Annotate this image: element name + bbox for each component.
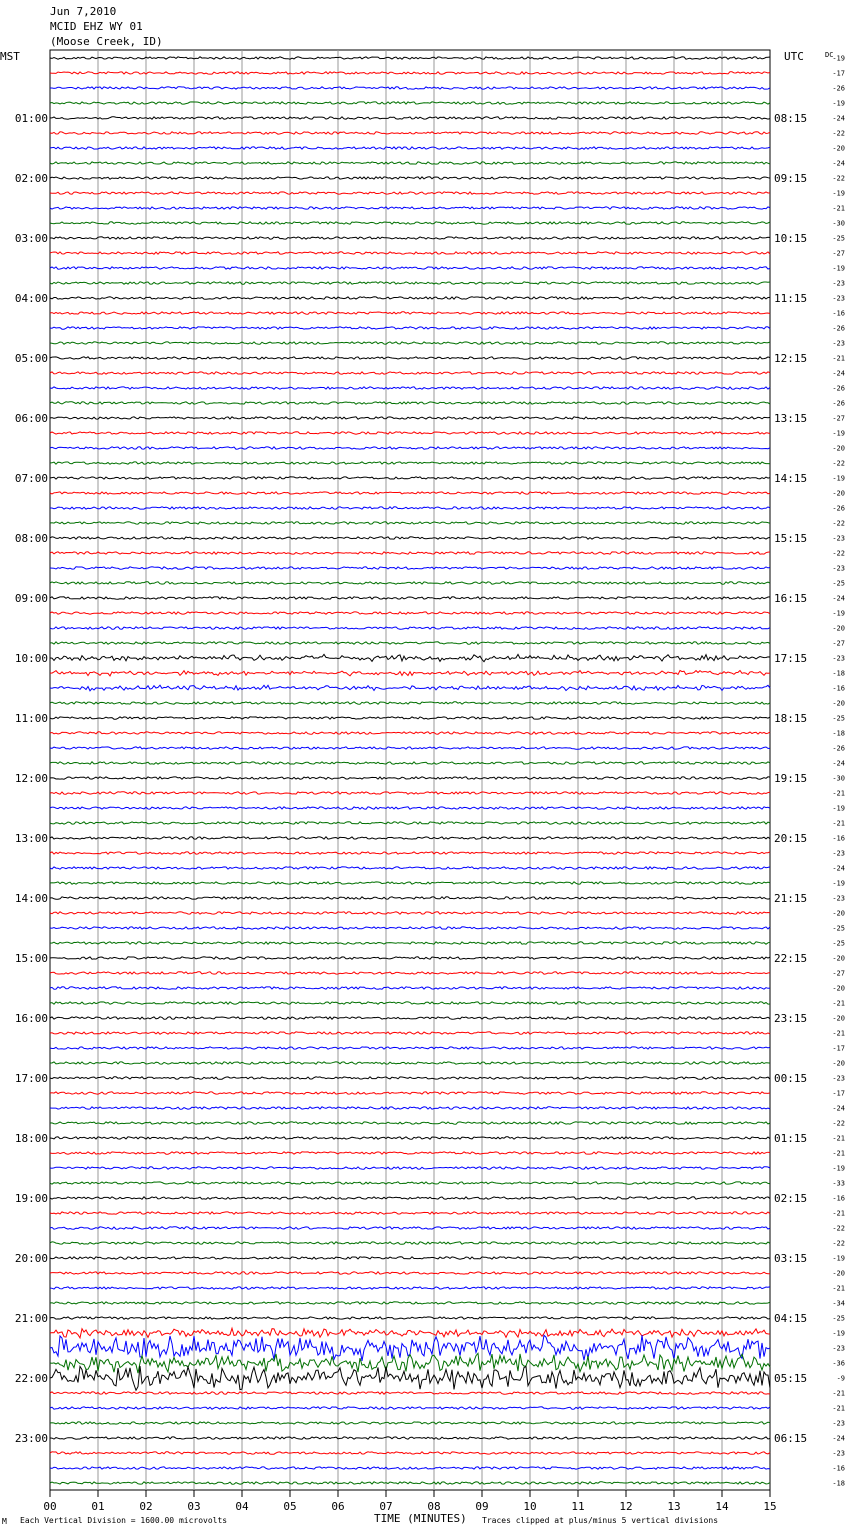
dc-offset-label: -21 xyxy=(832,1284,845,1293)
seismic-trace xyxy=(50,582,770,584)
dc-offset-label: -20 xyxy=(832,1014,845,1023)
mst-hour-label: 06:00 xyxy=(14,412,48,425)
dc-offset-label: -22 xyxy=(832,129,845,138)
x-tick-label: 07 xyxy=(379,1500,393,1513)
dc-offset-label: -27 xyxy=(832,414,845,423)
mst-hour-label: 16:00 xyxy=(14,1012,48,1025)
mst-hour-label: 04:00 xyxy=(14,292,48,305)
seismic-trace xyxy=(50,642,770,644)
utc-hour-label: 11:15 xyxy=(774,292,808,305)
seismic-trace xyxy=(50,162,770,164)
x-tick-label: 05 xyxy=(283,1500,297,1513)
dc-offset-label: -22 xyxy=(832,519,845,528)
seismic-trace xyxy=(50,792,770,794)
mst-hour-label: 02:00 xyxy=(14,172,48,185)
mst-hour-label: 17:00 xyxy=(14,1072,48,1085)
dc-offset-label: -20 xyxy=(832,954,845,963)
dc-offset-label: -9 xyxy=(836,1374,845,1383)
mst-hour-label: 05:00 xyxy=(14,352,48,365)
seismic-trace xyxy=(50,222,770,224)
mst-hour-label: 19:00 xyxy=(14,1192,48,1205)
utc-hour-label: 10:15 xyxy=(774,232,808,245)
utc-hour-labels xyxy=(774,112,807,1445)
dc-offset-label: -19 xyxy=(832,1254,845,1263)
dc-offset-label: -19 xyxy=(832,1329,845,1338)
seismic-trace xyxy=(50,912,770,914)
seismic-trace xyxy=(50,207,770,209)
dc-offset-label: -19 xyxy=(832,189,845,198)
dc-offset-label: -17 xyxy=(832,1044,845,1053)
header-station: MCID EHZ WY 01 xyxy=(50,20,143,33)
mst-hour-label: 18:00 xyxy=(14,1132,48,1145)
seismic-trace xyxy=(50,1257,770,1259)
x-tick-label: 15 xyxy=(763,1500,777,1513)
dc-offset-label: -19 xyxy=(832,804,845,813)
mst-hour-label: 14:00 xyxy=(14,892,48,905)
seismic-trace xyxy=(50,1152,770,1154)
dc-offset-label: -21 xyxy=(832,1029,845,1038)
dc-offset-label: -26 xyxy=(832,324,845,333)
seismic-trace xyxy=(50,402,770,404)
seismic-trace xyxy=(50,1032,770,1034)
dc-offset-label: -18 xyxy=(832,1479,845,1488)
mst-hour-label: 20:00 xyxy=(14,1252,48,1265)
seismic-trace xyxy=(50,567,770,569)
dc-offset-label: -24 xyxy=(832,114,845,123)
seismic-trace xyxy=(50,867,770,869)
dc-offset-label: -17 xyxy=(832,69,845,78)
seismic-trace xyxy=(50,297,770,299)
dc-offset-label: -19 xyxy=(832,474,845,483)
seismic-trace xyxy=(50,882,770,884)
left-timezone-label: MST xyxy=(0,50,20,63)
dc-offset-label: -20 xyxy=(832,984,845,993)
seismic-trace xyxy=(50,1017,770,1019)
mst-hour-label: 13:00 xyxy=(14,832,48,845)
dc-offset-label: -16 xyxy=(832,684,845,693)
seismic-trace xyxy=(50,447,770,449)
seismic-trace xyxy=(50,1272,770,1274)
dc-offset-label: -19 xyxy=(832,879,845,888)
seismic-trace xyxy=(50,612,770,614)
dc-offset-label: -24 xyxy=(832,759,845,768)
x-tick-label: 02 xyxy=(139,1500,153,1513)
seismic-trace xyxy=(50,357,770,359)
dc-offset-header: DC xyxy=(825,51,834,59)
header-date: Jun 7,2010 xyxy=(50,5,117,18)
utc-hour-label: 05:15 xyxy=(774,1372,808,1385)
seismic-trace xyxy=(50,1182,770,1184)
dc-offset-label: -25 xyxy=(832,1314,845,1323)
dc-offset-label: -22 xyxy=(832,1224,845,1233)
dc-offset-label: -36 xyxy=(832,1359,845,1368)
seismic-trace xyxy=(50,342,770,344)
x-tick-label: 13 xyxy=(667,1500,681,1513)
x-tick-label: 01 xyxy=(91,1500,105,1513)
utc-hour-label: 12:15 xyxy=(774,352,808,365)
x-tick-label: 08 xyxy=(427,1500,441,1513)
scale-note: Each Vertical Division = 1600.00 microvolts xyxy=(20,1516,228,1525)
right-timezone-label: UTC xyxy=(784,50,804,63)
seismic-trace xyxy=(50,417,770,419)
dc-offset-label: -25 xyxy=(832,939,845,948)
seismic-trace xyxy=(50,837,770,839)
seismic-trace xyxy=(50,267,770,269)
x-tick-label: 14 xyxy=(715,1500,729,1513)
seismic-trace xyxy=(50,852,770,854)
mst-hour-label: 23:00 xyxy=(14,1432,48,1445)
utc-hour-label: 16:15 xyxy=(774,592,808,605)
dc-offset-label: -25 xyxy=(832,579,845,588)
dc-offset-label: -22 xyxy=(832,1119,845,1128)
dc-offset-label: -21 xyxy=(832,789,845,798)
seismic-trace xyxy=(50,654,770,661)
dc-offset-label: -24 xyxy=(832,1434,845,1443)
x-tick-label: 12 xyxy=(619,1500,633,1513)
x-axis-ticks xyxy=(43,1490,776,1513)
mst-hour-label: 22:00 xyxy=(14,1372,48,1385)
dc-offset-label: -19 xyxy=(832,609,845,618)
utc-hour-label: 14:15 xyxy=(774,472,808,485)
seismic-trace xyxy=(50,1328,770,1338)
seismic-trace xyxy=(50,597,770,599)
mst-hour-label: 15:00 xyxy=(14,952,48,965)
dc-offset-label: -24 xyxy=(832,159,845,168)
seismic-trace xyxy=(50,957,770,959)
mst-hour-label: 12:00 xyxy=(14,772,48,785)
utc-hour-label: 17:15 xyxy=(774,652,808,665)
mst-hour-labels xyxy=(15,112,48,1445)
seismic-trace xyxy=(50,252,770,254)
seismic-trace xyxy=(50,897,770,899)
vertical-grid xyxy=(98,50,722,1490)
dc-offset-label: -23 xyxy=(832,894,845,903)
seismic-trace xyxy=(50,1366,770,1390)
seismic-trace xyxy=(50,1437,770,1439)
seismic-trace xyxy=(50,1392,770,1394)
seismic-trace xyxy=(50,732,770,734)
dc-offset-label: -24 xyxy=(832,1104,845,1113)
seismic-trace xyxy=(50,702,770,704)
mst-hour-label: 01:00 xyxy=(14,112,48,125)
seismic-trace xyxy=(50,1407,770,1409)
mst-hour-label: 09:00 xyxy=(14,592,48,605)
dc-offset-label: -21 xyxy=(832,1149,845,1158)
dc-offset-label: -16 xyxy=(832,1464,845,1473)
seismic-trace xyxy=(50,1287,770,1289)
seismic-trace xyxy=(50,972,770,974)
seismic-trace xyxy=(50,822,770,824)
dc-offset-label: -26 xyxy=(832,384,845,393)
dc-offset-label: -19 xyxy=(832,54,845,63)
dc-offset-label: -21 xyxy=(832,354,845,363)
seismic-trace xyxy=(50,477,770,479)
seismic-trace xyxy=(50,1002,770,1004)
seismic-trace xyxy=(50,1227,770,1229)
dc-offset-label: -27 xyxy=(832,249,845,258)
dc-offset-label: -25 xyxy=(832,924,845,933)
seismic-trace xyxy=(50,807,770,809)
dc-offset-label: -24 xyxy=(832,369,845,378)
dc-offset-label: -23 xyxy=(832,279,845,288)
utc-hour-label: 13:15 xyxy=(774,412,808,425)
dc-offset-label: -17 xyxy=(832,1089,845,1098)
seismic-trace xyxy=(50,87,770,89)
dc-offset-label: -25 xyxy=(832,714,845,723)
seismic-trace xyxy=(50,627,770,629)
dc-offset-label: -21 xyxy=(832,1209,845,1218)
dc-offset-label: -23 xyxy=(832,564,845,573)
utc-hour-label: 01:15 xyxy=(774,1132,808,1145)
x-tick-label: 09 xyxy=(475,1500,489,1513)
seismic-trace xyxy=(50,1452,770,1454)
mst-hour-label: 21:00 xyxy=(14,1312,48,1325)
dc-offset-label: -21 xyxy=(832,819,845,828)
dc-offset-label: -33 xyxy=(832,1179,845,1188)
seismic-trace xyxy=(50,237,770,239)
seismic-trace xyxy=(50,327,770,329)
x-tick-label: 04 xyxy=(235,1500,249,1513)
seismic-trace xyxy=(50,1212,770,1214)
seismic-trace xyxy=(50,387,770,389)
seismic-trace xyxy=(50,1062,770,1064)
dc-offset-label: -20 xyxy=(832,144,845,153)
dc-offset-label: -18 xyxy=(832,669,845,678)
utc-hour-label: 03:15 xyxy=(774,1252,808,1265)
seismic-trace xyxy=(50,312,770,314)
mst-hour-label: 11:00 xyxy=(14,712,48,725)
dc-offset-label: -18 xyxy=(832,729,845,738)
header-location: (Moose Creek, ID) xyxy=(50,35,163,48)
dc-offset-label: -26 xyxy=(832,744,845,753)
x-tick-label: 06 xyxy=(331,1500,345,1513)
dc-offset-label: -26 xyxy=(832,504,845,513)
dc-offset-label: -22 xyxy=(832,459,845,468)
dc-offset-label: -20 xyxy=(832,1059,845,1068)
seismic-trace xyxy=(50,1482,770,1484)
dc-offset-label: -21 xyxy=(832,204,845,213)
dc-offset-label: -19 xyxy=(832,99,845,108)
dc-offset-label: -34 xyxy=(832,1299,845,1308)
seismic-trace xyxy=(50,282,770,284)
seismic-traces xyxy=(50,57,770,1484)
dc-offset-label: -25 xyxy=(832,234,845,243)
clip-note: Traces clipped at plus/minus 5 vertical divisions xyxy=(482,1516,719,1525)
seismic-trace xyxy=(50,927,770,929)
dc-offset-label: -22 xyxy=(832,549,845,558)
seismic-trace xyxy=(50,1047,770,1049)
dc-offset-label: -20 xyxy=(832,909,845,918)
dc-offset-label: -16 xyxy=(832,1194,845,1203)
dc-offset-label: -21 xyxy=(832,1389,845,1398)
mst-hour-label: 08:00 xyxy=(14,532,48,545)
footer-mark: M xyxy=(2,1517,7,1526)
dc-offset-label: -26 xyxy=(832,399,845,408)
utc-hour-label: 08:15 xyxy=(774,112,808,125)
utc-hour-label: 15:15 xyxy=(774,532,808,545)
seismic-trace xyxy=(50,1167,770,1169)
seismic-trace xyxy=(50,492,770,494)
seismic-trace xyxy=(50,1092,770,1094)
seismic-trace xyxy=(50,1422,770,1424)
dc-offset-label: -23 xyxy=(832,1449,845,1458)
seismic-trace xyxy=(50,1317,770,1319)
dc-offset-label: -20 xyxy=(832,489,845,498)
dc-offset-label: -23 xyxy=(832,654,845,663)
dc-offset-label: -24 xyxy=(832,864,845,873)
seismic-trace xyxy=(50,1077,770,1079)
seismic-trace xyxy=(50,507,770,509)
seismic-trace xyxy=(50,717,770,719)
seismic-trace xyxy=(50,432,770,434)
dc-offset-label: -21 xyxy=(832,1134,845,1143)
seismic-trace xyxy=(50,747,770,749)
dc-offset-label: -21 xyxy=(832,1404,845,1413)
dc-offset-label: -23 xyxy=(832,1074,845,1083)
mst-hour-label: 10:00 xyxy=(14,652,48,665)
seismic-trace xyxy=(50,942,770,944)
dc-offset-label: -30 xyxy=(832,774,845,783)
seismic-trace xyxy=(50,117,770,119)
utc-hour-label: 19:15 xyxy=(774,772,808,785)
seismic-trace xyxy=(50,537,770,539)
mst-hour-label: 07:00 xyxy=(14,472,48,485)
seismic-trace xyxy=(50,1353,770,1373)
seismic-trace xyxy=(50,192,770,194)
seismic-trace xyxy=(50,762,770,764)
x-tick-label: 00 xyxy=(43,1500,57,1513)
seismic-trace xyxy=(50,552,770,554)
x-tick-label: 11 xyxy=(571,1500,585,1513)
seismic-trace xyxy=(50,177,770,179)
utc-hour-label: 20:15 xyxy=(774,832,808,845)
utc-hour-label: 02:15 xyxy=(774,1192,808,1205)
dc-offset-label: -19 xyxy=(832,429,845,438)
seismic-trace xyxy=(50,372,770,374)
utc-hour-label: 23:15 xyxy=(774,1012,808,1025)
seismic-trace xyxy=(50,1122,770,1124)
dc-offset-label: -23 xyxy=(832,294,845,303)
seismic-trace xyxy=(50,987,770,989)
x-tick-label: 10 xyxy=(523,1500,537,1513)
dc-offset-label: -30 xyxy=(832,219,845,228)
seismic-trace xyxy=(50,72,770,74)
dc-offset-label: -23 xyxy=(832,849,845,858)
seismic-trace xyxy=(50,777,770,779)
seismic-trace xyxy=(50,522,770,524)
dc-offset-label: -27 xyxy=(832,969,845,978)
dc-offset-label: -27 xyxy=(832,639,845,648)
dc-offset-label: -20 xyxy=(832,1269,845,1278)
dc-offset-label: -22 xyxy=(832,174,845,183)
seismic-trace xyxy=(50,1137,770,1139)
seismic-trace xyxy=(50,102,770,104)
dc-offset-label: -22 xyxy=(832,1239,845,1248)
dc-offset-label: -23 xyxy=(832,534,845,543)
seismic-trace xyxy=(50,1467,770,1469)
seismic-trace xyxy=(50,1197,770,1199)
x-tick-label: 03 xyxy=(187,1500,201,1513)
dc-offset-label: -21 xyxy=(832,999,845,1008)
dc-offset-label: -16 xyxy=(832,309,845,318)
utc-hour-label: 22:15 xyxy=(774,952,808,965)
dc-offset-label: -23 xyxy=(832,1419,845,1428)
utc-hour-label: 21:15 xyxy=(774,892,808,905)
dc-offset-label: -20 xyxy=(832,444,845,453)
dc-offset-label: -19 xyxy=(832,264,845,273)
mst-hour-label: 03:00 xyxy=(14,232,48,245)
dc-offset-label: -23 xyxy=(832,1344,845,1353)
dc-offset-label: -23 xyxy=(832,339,845,348)
utc-hour-label: 00:15 xyxy=(774,1072,808,1085)
seismic-trace xyxy=(50,57,770,59)
seismic-trace xyxy=(50,1107,770,1109)
dc-offset-labels xyxy=(832,55,845,1488)
seismic-trace xyxy=(50,1302,770,1304)
seismic-trace xyxy=(50,685,770,691)
seismic-trace xyxy=(50,671,770,676)
dc-offset-label: -20 xyxy=(832,699,845,708)
seismic-trace xyxy=(50,1242,770,1244)
x-axis-label: TIME (MINUTES) xyxy=(374,1512,467,1525)
utc-hour-label: 04:15 xyxy=(774,1312,808,1325)
seismic-trace xyxy=(50,462,770,464)
seismic-trace xyxy=(50,147,770,149)
dc-offset-label: -26 xyxy=(832,84,845,93)
dc-offset-label: -24 xyxy=(832,594,845,603)
dc-offset-label: -16 xyxy=(832,834,845,843)
dc-offset-label: -19 xyxy=(832,1164,845,1173)
seismic-trace xyxy=(50,132,770,134)
utc-hour-label: 09:15 xyxy=(774,172,808,185)
utc-hour-label: 06:15 xyxy=(774,1432,808,1445)
dc-offset-label: -20 xyxy=(832,624,845,633)
utc-hour-label: 18:15 xyxy=(774,712,808,725)
